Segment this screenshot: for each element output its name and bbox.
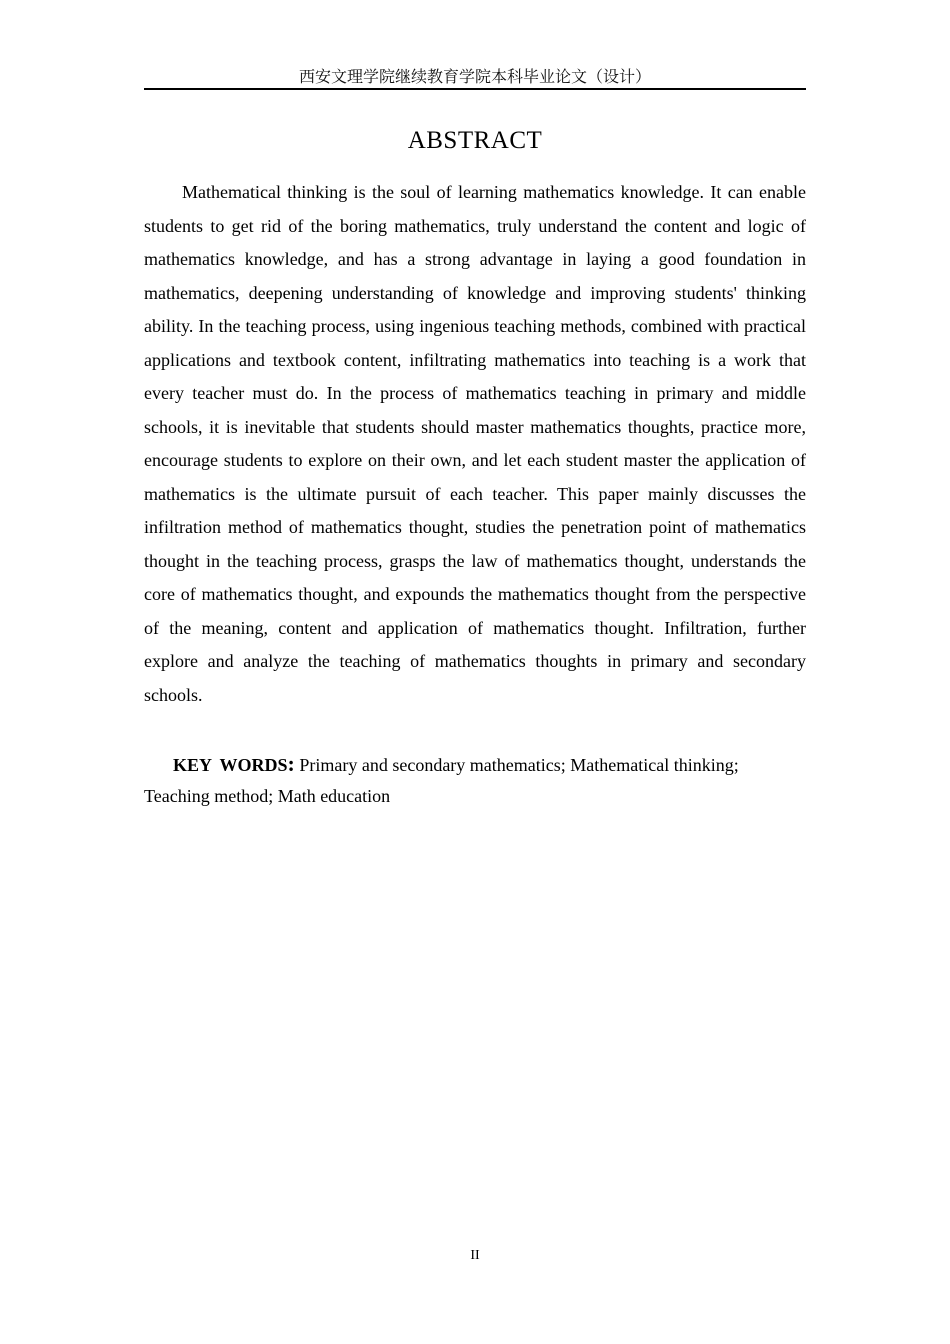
abstract-title: ABSTRACT xyxy=(407,127,543,154)
keywords-colon: : xyxy=(287,751,295,776)
header-rule xyxy=(144,88,806,90)
keywords-text: Primary and secondary mathematics; Mathematical thinking; Teaching method; Math education xyxy=(144,755,739,806)
keywords-label: KEY WORDS xyxy=(173,755,288,775)
abstract-body: Mathematical thinking is the soul of learning mathematics knowledge. It can enable students to get rid of the boring mathematics, truly understand the content and logic of mathematics knowledge, and has a strong advantage in laying a good foundation in mathematics, deepening understanding of knowledge and improving students' thinking ability. In the teaching process, using ingenious teaching methods, combined with practical applications and textbook content, infiltrating mathematics into teaching is a work that every teacher must do. In the process of mathematics teaching in primary and middle schools, it is inevitable that students should master mathematics thoughts, practice more, encourage students to explore on their own, and let each student master the application of mathematics is the ultimate pursuit of each teacher. This paper mainly discusses the infiltration method of mathematics thought, studies the penetration point of mathematics thought in the teaching process, grasps the law of mathematics thought, understands the core of mathematics thought, and expounds the mathematics thought from the perspective of the meaning, content and application of mathematics thought. Infiltration, further explore and analyze the teaching of mathematics thoughts in primary and secondary schools. xyxy=(144,182,806,705)
page-number: II xyxy=(470,1248,480,1263)
page-header: 西安文理学院继续教育学院本科毕业论文（设计） xyxy=(298,67,651,86)
keywords-paragraph xyxy=(144,748,806,812)
